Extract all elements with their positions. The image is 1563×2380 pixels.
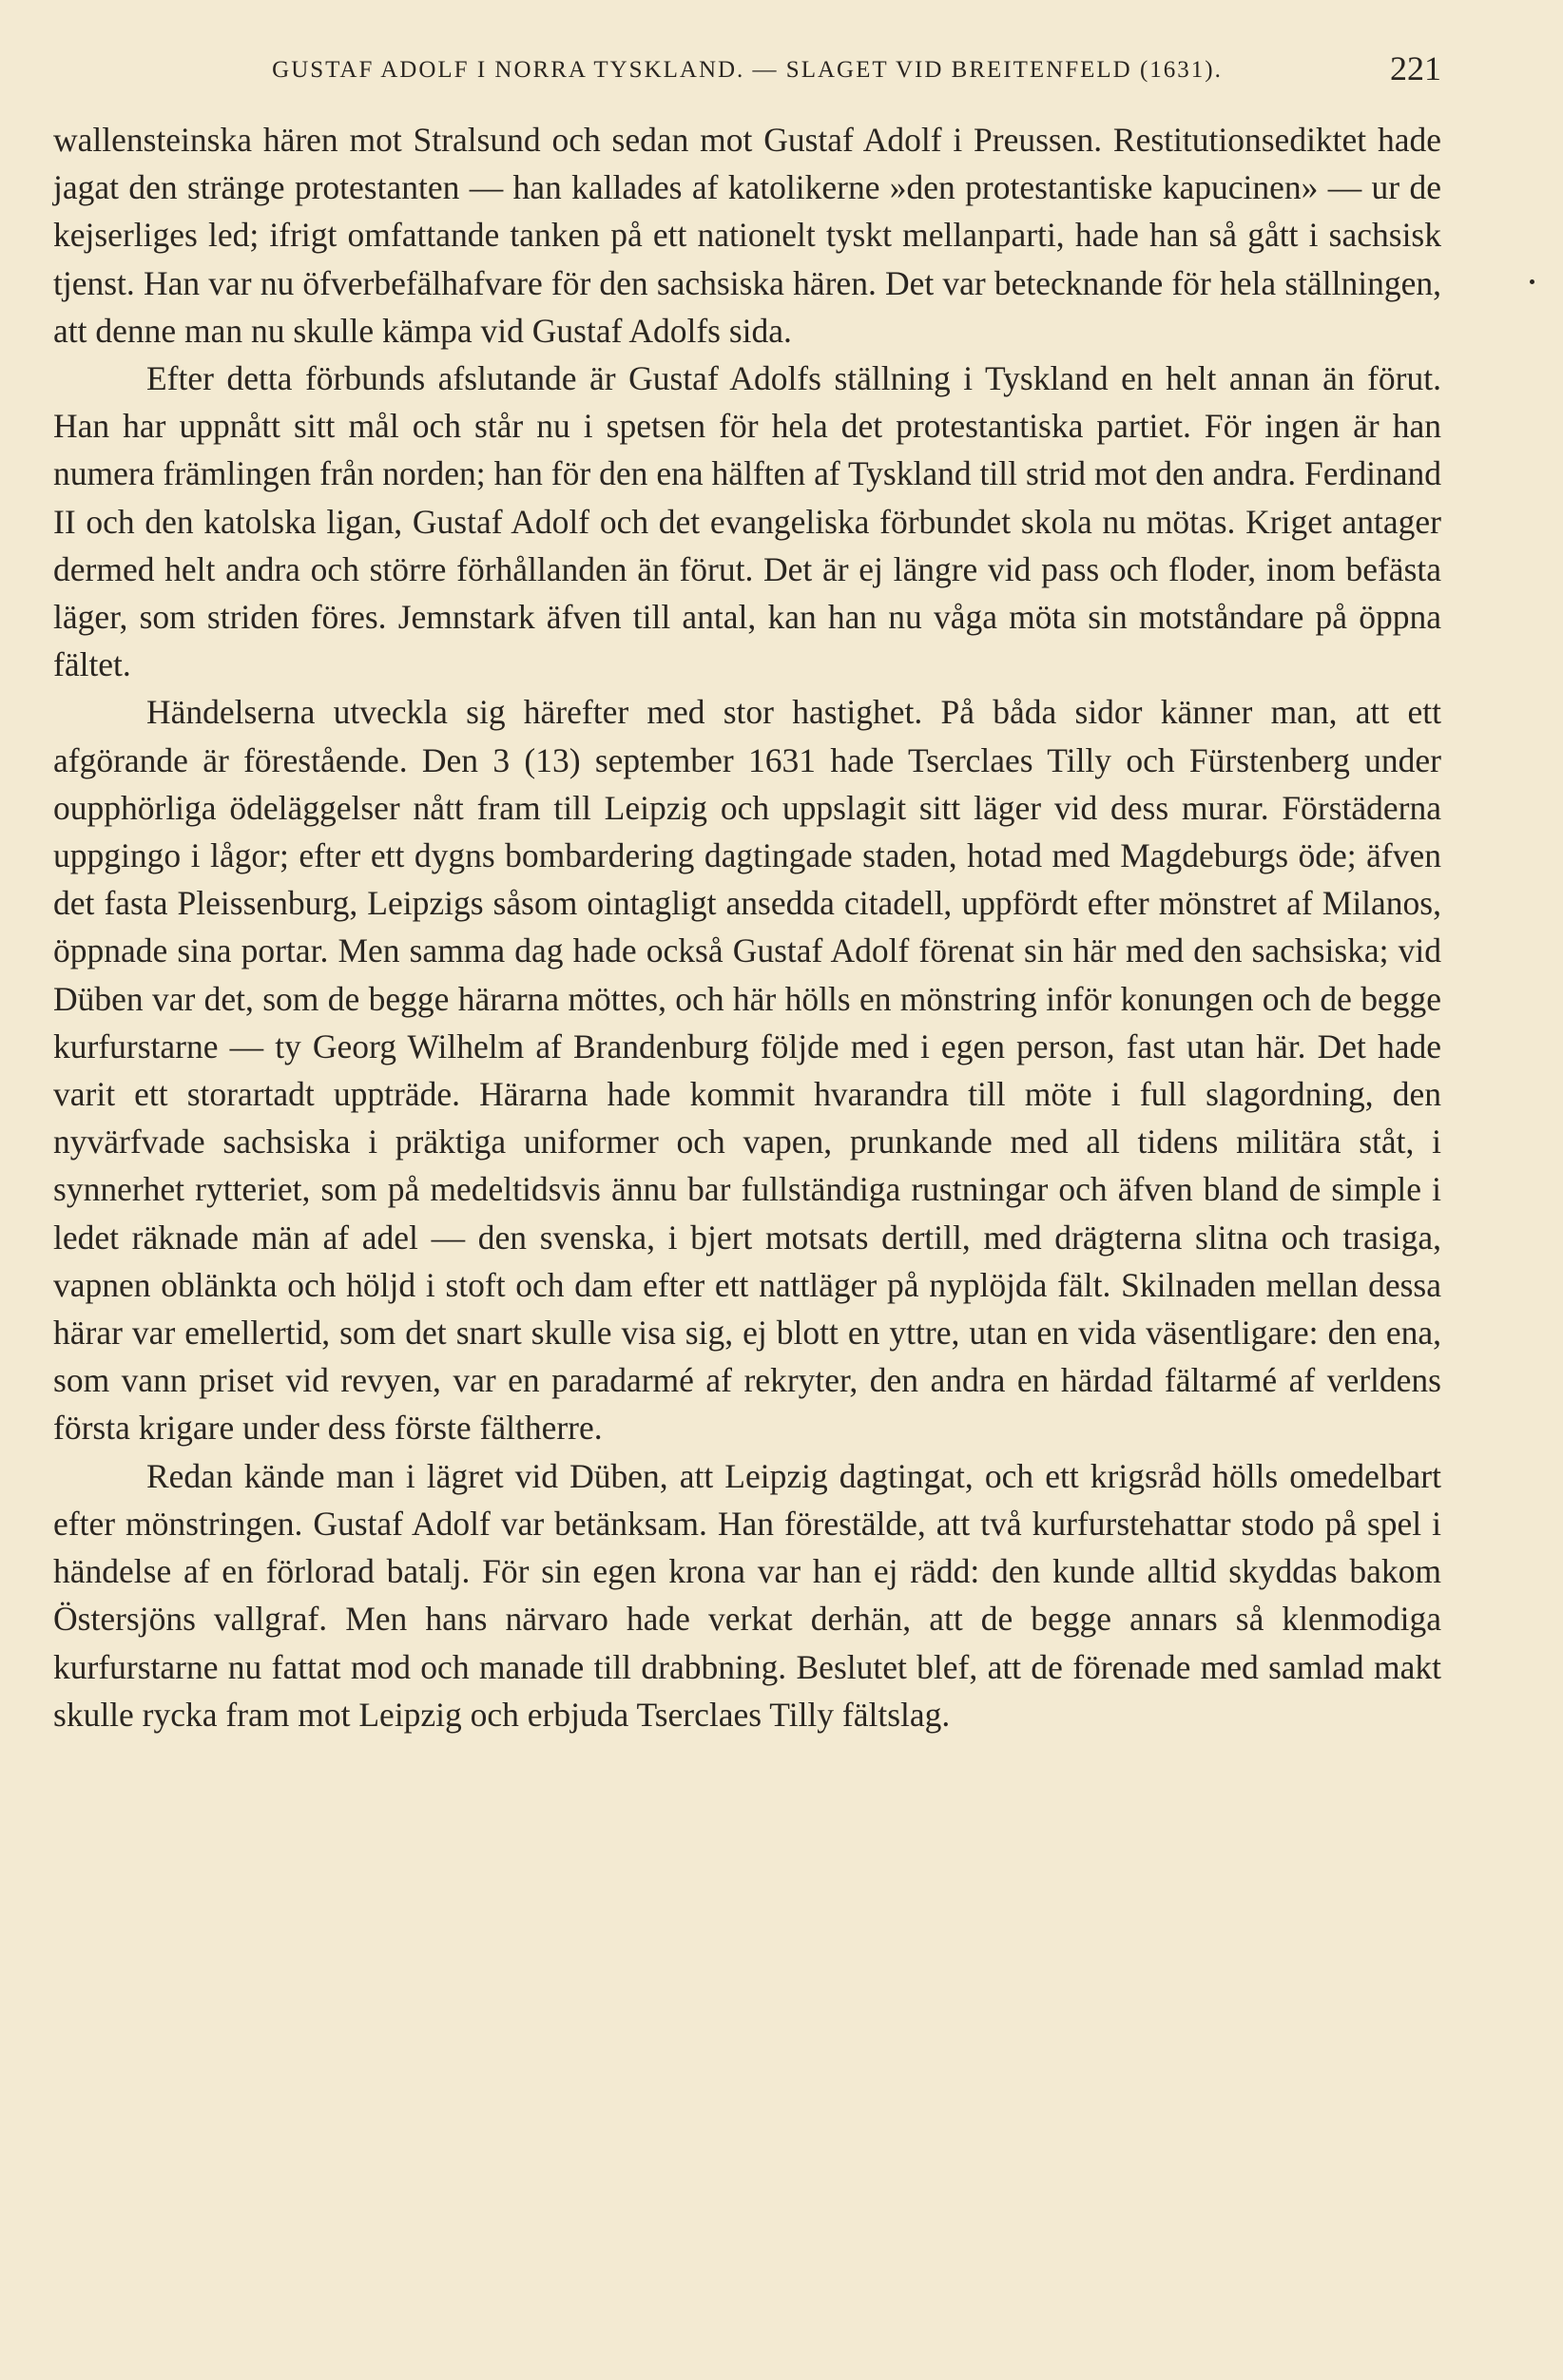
running-head <box>53 49 1441 116</box>
body-text <box>53 116 1441 1738</box>
paragraph-2: Efter detta förbunds afslutande är Gustaf Adolfs ställning i Tyskland en helt annan än förut. Han har uppnått sitt mål och står nu i spetsen för hela det protestantiska partiet. För ingen är han numera främlingen från norden; han för den ena hälften af Tyskland till strid mot den andra. Ferdinand II och den katolska ligan, Gustaf Adolf och det evangeliska förbundet skola nu mötas. Kriget antager dermed helt andra och större förhållanden än förut. Det är ej längre vid pass och floder, inom befästa läger, som striden föres. Jemnstark äfven till antal, kan han nu våga möta sin motståndare på öppna fältet. <box>53 359 1441 684</box>
paragraph-4: Redan kände man i lägret vid Düben, att Leipzig dagtingat, och ett krigsråd hölls omedelbart efter mönstringen. Gustaf Adolf var betänksam. Han förestälde, att två kurfurstehattar stodo på spel i händelse af en förlorad batalj. För sin egen krona var han ej rädd: den kunde alltid skyddas bakom Östersjöns vallgraf. Men hans närvaro hade verkat derhän, att de begge annars så klenmodiga kurfurstarne nu fattat mod och manade till drabbning. Beslutet blef, att de förenade med samlad makt skulle rycka fram mot Leipzig och erbjuda Tserclaes Tilly fältslag. <box>53 1456 1441 1734</box>
running-title: GUSTAF ADOLF I NORRA TYSKLAND. — SLAGET VID BREITENFELD (1631). <box>272 57 1223 83</box>
paragraph-1: wallensteinska hären mot Stralsund och sedan mot Gustaf Adolf i Preussen. Restitutionsediktet hade jagat den stränge protestanten — han kallades af katolikerne »den protestantiske kapucinen» — ur de kejserliges led; ifrigt omfattande tanken på ett nationelt tyskt mellanparti, hade han så gått i sachsisk tjenst. Han var nu öfverbefälhafvare för den sachsiska hären. Det var betecknande för hela ställningen, att denne man nu skulle kämpa vid Gustaf Adolfs sida. <box>53 121 1441 350</box>
book-page <box>53 49 1441 1738</box>
paragraph-3: Händelserna utveckla sig härefter med stor hastighet. På båda sidor känner man, att ett afgörande är förestående. Den 3 (13) september 1631 hade Tserclaes Tilly och Fürstenberg under oupphörliga ödeläggelser nått fram till Leipzig och uppslagit sitt läger vid dess murar. Förstäderna uppgingo i lågor; efter ett dygns bombardering dagtingade staden, hotad med Magdeburgs öde; äfven det fasta Pleissenburg, Leipzigs såsom ointagligt ansedda citadell, uppfördt efter mönstret af Milanos, öppnade sina portar. Men samma dag hade också Gustaf Adolf förenat sin här med den sachsiska; vid Düben var det, som de begge härarna möttes, och här hölls en mönstring inför konungen och de begge kurfurstarne — ty Georg Wilhelm af Brandenburg följde med i egen person, fast utan här. Det hade varit ett storartadt uppträde. Härarna hade kommit hvarandra till möte i full slagordning, den nyvärfvade sachsiska i präktiga uniformer och vapen, prunkande med all tidens militära ståt, i synnerhet rytteriet, som på medeltidsvis ännu bar fullständiga rustningar och äfven bland de simple i ledet räknade män af adel — den svenska, i bjert motsats dertill, med drägterna slitna och trasiga, vapnen oblänkta och höljd i stoft och dam efter ett nattläger på nyplöjda fält. Skilnaden mellan dessa härar var emellertid, som det snart skulle visa sig, ej blott en yttre, utan en vida väsentligare: den ena, som vann priset vid revyen, var en paradarmé af rekryter, den andra en härdad fältarmé af verldens första krigare under dess förste fältherre. <box>53 693 1441 1448</box>
margin-mark <box>1530 279 1534 284</box>
page-number: 221 <box>1390 49 1441 87</box>
